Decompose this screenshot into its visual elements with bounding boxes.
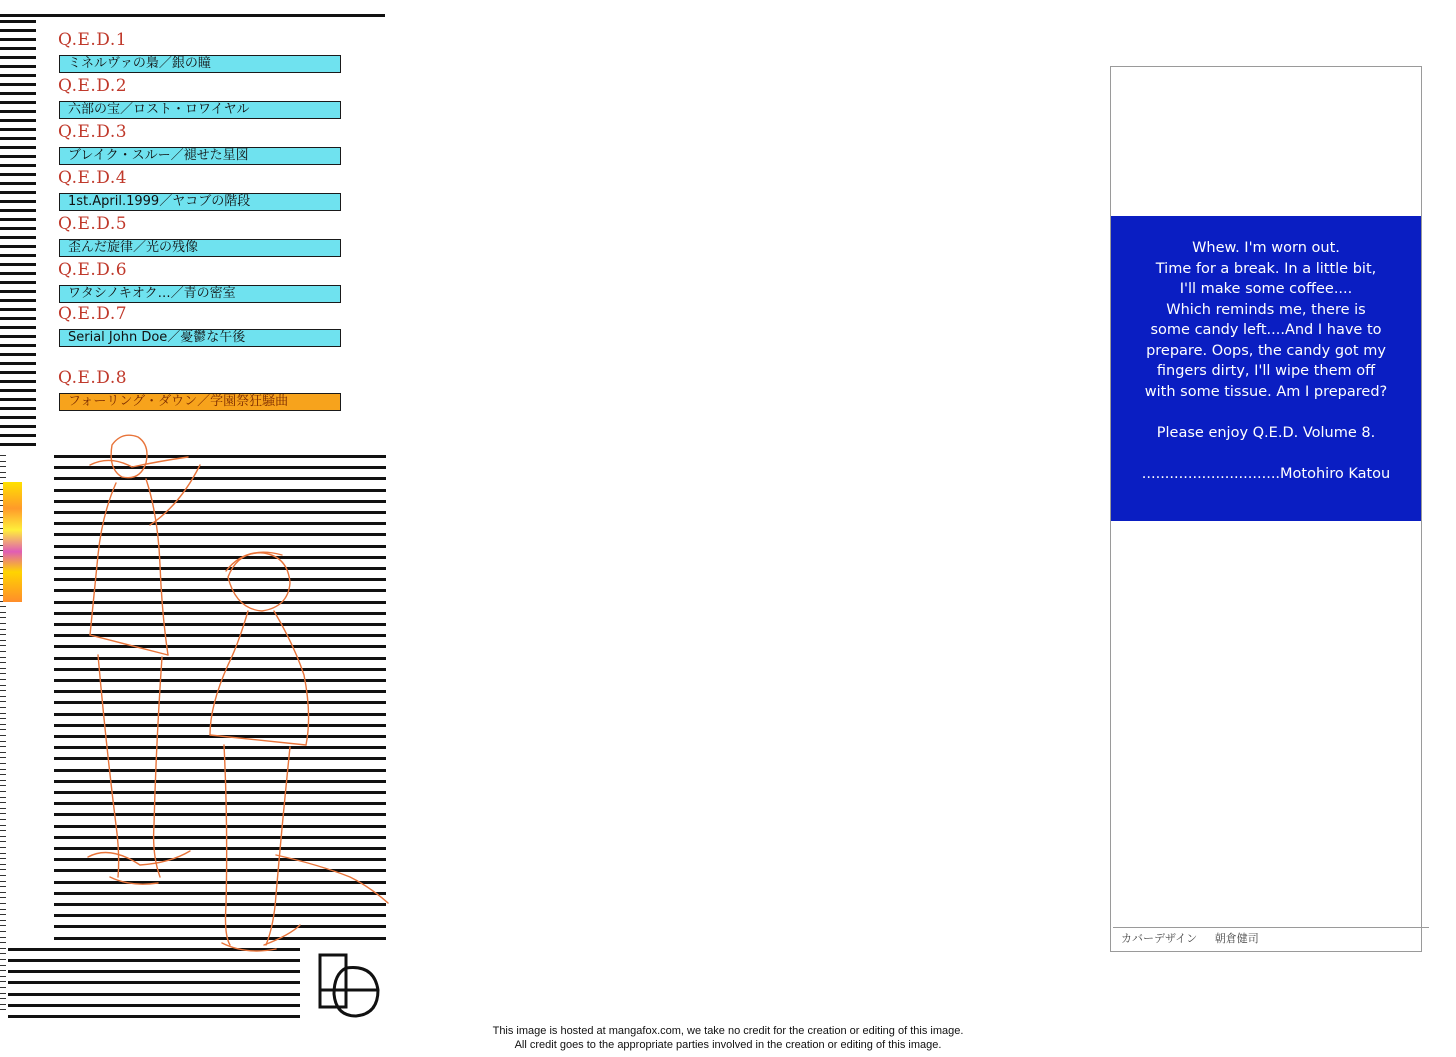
entry-label: Q.E.D.6	[58, 260, 128, 280]
comb-tick	[0, 344, 36, 347]
note-line: I'll make some coffee....	[1179, 281, 1353, 297]
comb-tick	[0, 146, 36, 149]
edge-tick	[0, 707, 6, 708]
edge-tick	[0, 673, 6, 674]
edge-tick	[0, 836, 6, 837]
edge-tick	[0, 965, 6, 966]
comb-tick	[0, 110, 36, 113]
edge-tick	[0, 825, 6, 826]
comb-tick	[0, 227, 36, 230]
edge-tick	[0, 729, 6, 730]
edge-tick	[0, 903, 6, 904]
comb-tick	[0, 353, 36, 356]
comb-tick	[0, 56, 36, 59]
author-note-panel	[1110, 66, 1422, 952]
comb-tick	[0, 119, 36, 122]
entry-label: Q.E.D.2	[58, 76, 128, 96]
comb-tick	[0, 101, 36, 104]
edge-tick	[0, 696, 6, 697]
edge-tick	[0, 942, 6, 943]
edge-tick	[0, 909, 6, 910]
edge-tick	[0, 466, 6, 467]
comb-tick	[0, 272, 36, 275]
edge-tick	[0, 970, 6, 971]
note-line: Whew. I'm worn out.	[1192, 240, 1340, 256]
edge-tick	[0, 741, 6, 742]
comb-tick	[0, 20, 36, 23]
comb-tick	[0, 326, 36, 329]
entry-title: フォーリング・ダウン／学園祭狂騒曲	[59, 393, 341, 411]
comb-tick	[0, 128, 36, 131]
edge-tick	[0, 914, 6, 915]
edge-tick	[0, 634, 6, 635]
entry-title: ワタシノキオク…／青の密室	[59, 285, 341, 303]
edge-tick	[0, 780, 6, 781]
edge-tick	[0, 668, 6, 669]
edge-tick	[0, 864, 6, 865]
edge-tick	[0, 875, 6, 876]
edge-tick	[0, 651, 6, 652]
comb-tick	[0, 38, 36, 41]
comb-tick	[0, 200, 36, 203]
edge-tick	[0, 881, 6, 882]
entry-label: Q.E.D.7	[58, 304, 128, 324]
comb-tick	[0, 191, 36, 194]
entry-label: Q.E.D.5	[58, 214, 128, 234]
comb-tick	[0, 182, 36, 185]
edge-tick	[0, 886, 6, 887]
edge-tick	[0, 976, 6, 977]
entry-title: ミネルヴァの梟／銀の瞳	[59, 55, 341, 73]
edge-tick	[0, 993, 6, 994]
edge-tick	[0, 948, 6, 949]
edge-tick	[0, 774, 6, 775]
edge-tick	[0, 785, 6, 786]
edge-tick	[0, 752, 6, 753]
edge-tick	[0, 645, 6, 646]
edge-tick	[0, 853, 6, 854]
comb-tick	[0, 425, 36, 428]
edge-tick	[0, 869, 6, 870]
stripe-line	[8, 993, 300, 996]
edge-tick	[0, 629, 6, 630]
edge-tick	[0, 897, 6, 898]
credit-name: 朝倉健司	[1214, 932, 1259, 945]
comb-tick	[0, 317, 36, 320]
edge-tick	[0, 1009, 6, 1010]
comb-tick	[0, 434, 36, 437]
edge-tick	[0, 830, 6, 831]
edge-tick	[0, 757, 6, 758]
comb-tick	[0, 281, 36, 284]
character-sketch	[50, 425, 395, 985]
edge-tick	[0, 920, 6, 921]
edge-tick	[0, 797, 6, 798]
edge-tick	[0, 813, 6, 814]
comb-tick	[0, 407, 36, 410]
edge-tick	[0, 987, 6, 988]
entry-label: Q.E.D.1	[58, 30, 128, 50]
edge-tick	[0, 892, 6, 893]
note-line: Time for a break. In a little bit,	[1155, 260, 1377, 277]
color-strip	[3, 482, 22, 602]
hosting-notice-line: This image is hosted at mangafox.com, we take no credit for the creation or editing of this image.	[492, 1025, 964, 1037]
entry-title: 六部の宝／ロスト・ロワイヤル	[59, 101, 341, 119]
edge-tick	[0, 606, 6, 607]
entry-label: Q.E.D.3	[58, 122, 128, 142]
comb-tick	[0, 299, 36, 302]
comb-tick	[0, 290, 36, 293]
edge-tick	[0, 981, 6, 982]
comb-tick	[0, 137, 36, 140]
edge-tick	[0, 685, 6, 686]
edge-tick	[0, 735, 6, 736]
hosting-notice	[0, 1024, 1456, 1052]
edge-tick	[0, 802, 6, 803]
comb-tick	[0, 65, 36, 68]
edge-tick	[0, 746, 6, 747]
note-signature: ..............................Motohiro Katou	[1141, 465, 1391, 482]
note-closing: Please enjoy Q.E.D. Volume 8.	[1156, 424, 1376, 441]
stripe-line	[8, 1015, 300, 1018]
edge-tick	[0, 858, 6, 859]
edge-tick	[0, 763, 6, 764]
entry-title: 1st.April.1999／ヤコブの階段	[59, 193, 341, 211]
comb-tick	[0, 155, 36, 158]
edge-tick	[0, 937, 6, 938]
comb-tick	[0, 416, 36, 419]
edge-tick	[0, 657, 6, 658]
edge-tick	[0, 959, 6, 960]
edge-tick	[0, 701, 6, 702]
left-comb-decoration	[0, 20, 38, 450]
edge-tick	[0, 612, 6, 613]
edge-tick	[0, 455, 6, 456]
edge-tick	[0, 718, 6, 719]
comb-tick	[0, 362, 36, 365]
comb-tick	[0, 380, 36, 383]
comb-tick	[0, 254, 36, 257]
stripe-line	[8, 1004, 300, 1007]
comb-tick	[0, 47, 36, 50]
comb-tick	[0, 398, 36, 401]
edge-tick	[0, 808, 6, 809]
note-line: with some tissue. Am I prepared?	[1144, 383, 1388, 400]
cover-design-credit	[1113, 927, 1429, 950]
edge-tick	[0, 461, 6, 462]
edge-tick	[0, 819, 6, 820]
entry-label: Q.E.D.8	[58, 368, 128, 388]
comb-tick	[0, 371, 36, 374]
comb-tick	[0, 209, 36, 212]
edge-tick	[0, 640, 6, 641]
entry-title: 歪んだ旋律／光の残像	[59, 239, 341, 257]
comb-tick	[0, 389, 36, 392]
edge-tick	[0, 713, 6, 714]
author-note-text	[1111, 238, 1421, 484]
edge-tick	[0, 953, 6, 954]
comb-tick	[0, 83, 36, 86]
entry-title: ブレイク・スルー／褪せた星図	[59, 147, 341, 165]
edge-tick	[0, 472, 6, 473]
comb-tick	[0, 173, 36, 176]
comb-tick	[0, 92, 36, 95]
edge-tick	[0, 841, 6, 842]
edge-tick	[0, 617, 6, 618]
comb-tick	[0, 218, 36, 221]
comb-tick	[0, 335, 36, 338]
edge-tick	[0, 847, 6, 848]
edge-tick	[0, 925, 6, 926]
comb-tick	[0, 29, 36, 32]
top-rule	[0, 14, 385, 17]
comb-tick	[0, 245, 36, 248]
contents-panel	[0, 0, 390, 1030]
comb-tick	[0, 236, 36, 239]
edge-tick	[0, 679, 6, 680]
comb-tick	[0, 308, 36, 311]
edge-tick	[0, 931, 6, 932]
edge-tick	[0, 791, 6, 792]
note-line: fingers dirty, I'll wipe them off	[1156, 363, 1376, 379]
edge-tick	[0, 477, 6, 478]
edge-tick	[0, 623, 6, 624]
entry-label: Q.E.D.4	[58, 168, 128, 188]
qed-logo-icon	[316, 950, 386, 1020]
credit-role: カバーデザイン	[1121, 932, 1198, 945]
edge-tick	[0, 724, 6, 725]
entry-title: Serial John Doe／憂鬱な午後	[59, 329, 341, 347]
comb-tick	[0, 263, 36, 266]
edge-tick	[0, 662, 6, 663]
note-line: some candy left....And I have to	[1150, 322, 1382, 338]
edge-tick	[0, 690, 6, 691]
comb-tick	[0, 443, 36, 446]
note-line: prepare. Oops, the candy got my	[1146, 342, 1386, 359]
note-line: Which reminds me, there is	[1166, 301, 1366, 318]
comb-tick	[0, 164, 36, 167]
edge-tick	[0, 998, 6, 999]
author-note-box	[1111, 216, 1421, 521]
hosting-notice-line: All credit goes to the appropriate parties involved in the creation or editing of this image.	[514, 1039, 942, 1051]
edge-tick	[0, 1004, 6, 1005]
comb-tick	[0, 74, 36, 77]
edge-tick	[0, 769, 6, 770]
